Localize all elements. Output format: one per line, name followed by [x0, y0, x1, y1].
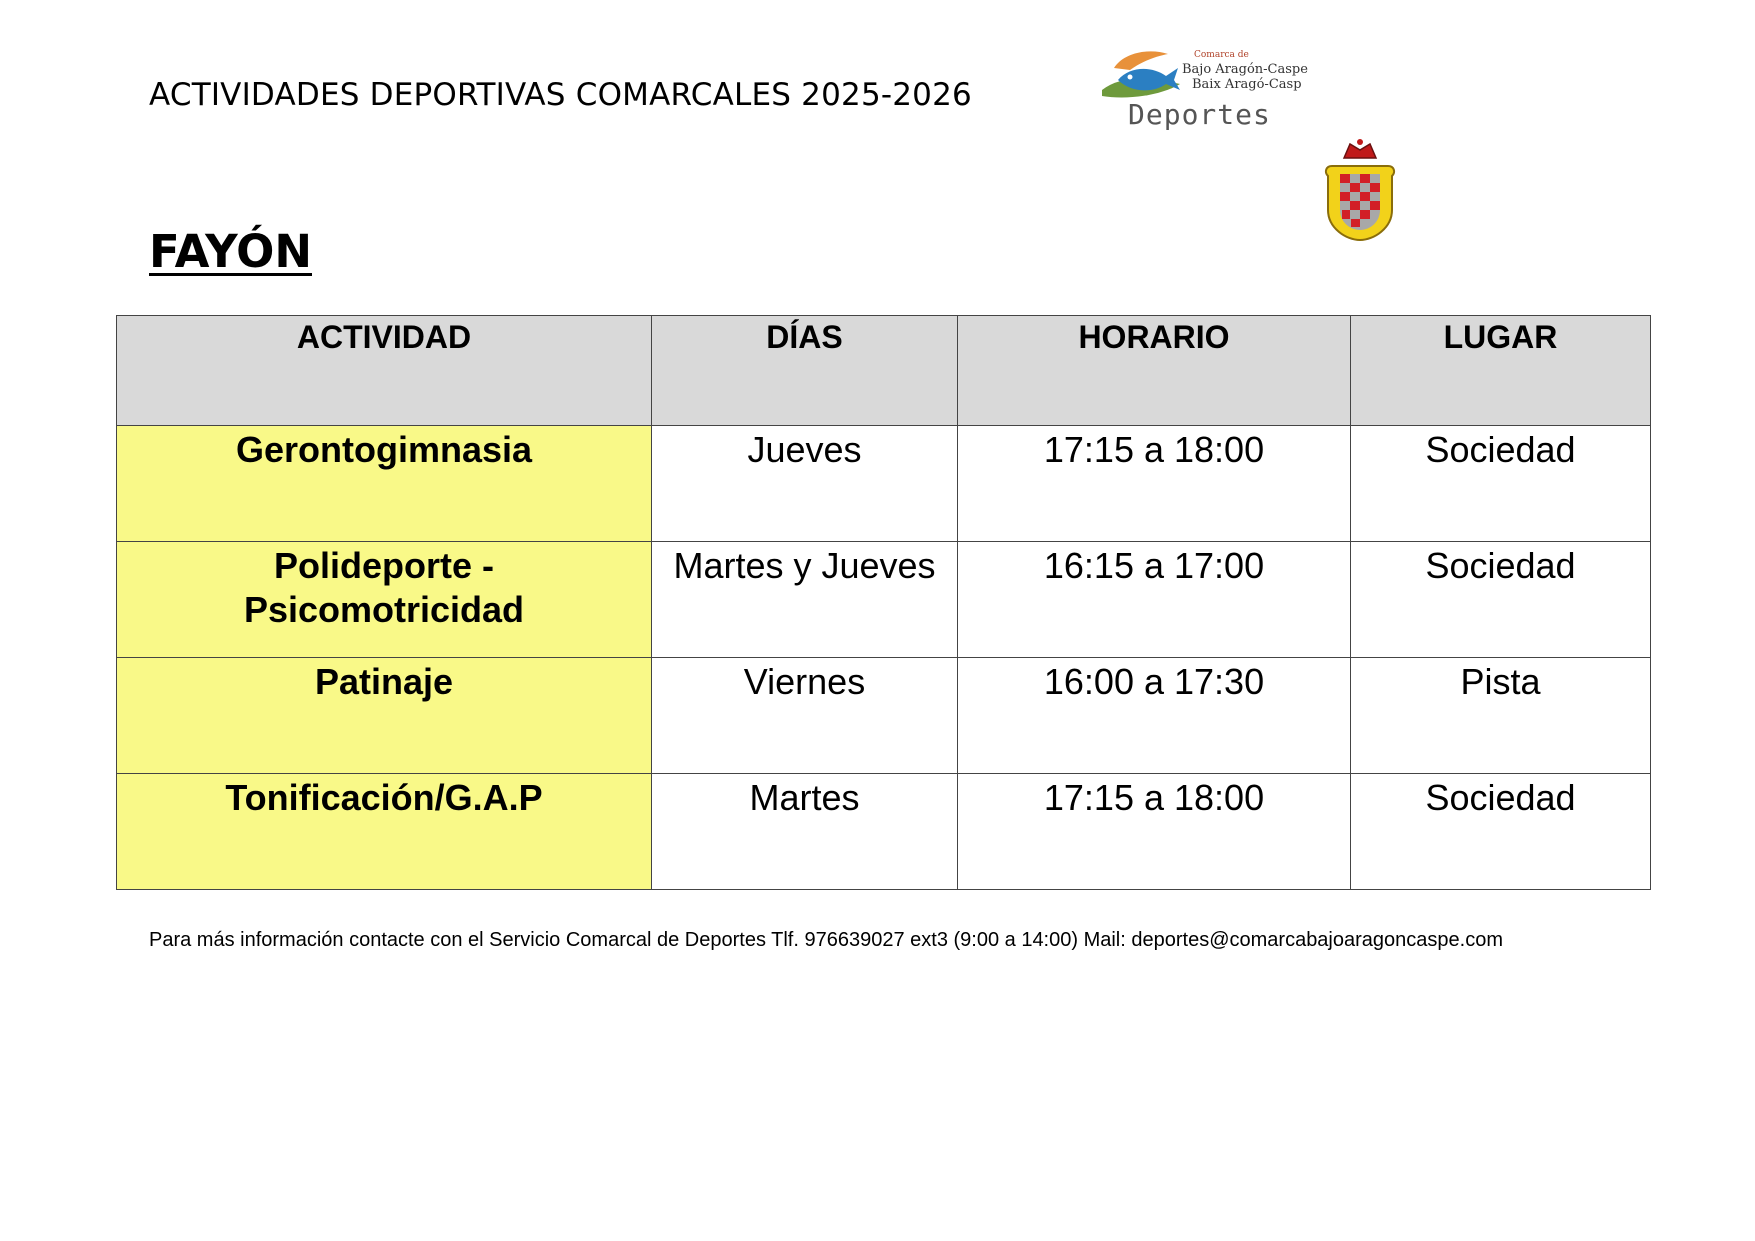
- table-row: [117, 542, 1651, 658]
- cell-lugar: Sociedad: [1351, 774, 1651, 890]
- logo-line-name-es: Bajo Aragón-Caspe: [1182, 62, 1308, 77]
- cell-actividad: Patinaje: [117, 658, 652, 774]
- header-horario: HORARIO: [958, 316, 1351, 426]
- header-actividad: ACTIVIDAD: [117, 316, 652, 426]
- logo-brand-text: Deportes: [1128, 98, 1271, 131]
- cell-dias: Viernes: [652, 658, 958, 774]
- cell-dias: Martes: [652, 774, 958, 890]
- town-title: FAYÓN: [149, 225, 312, 278]
- logo-line-name-ca: Baix Aragó-Casp: [1192, 77, 1302, 92]
- activities-table: [116, 315, 1651, 890]
- comarca-deportes-logo: [1100, 42, 1308, 140]
- fish-landscape-icon: [1100, 46, 1182, 104]
- table-header-row: [117, 316, 1651, 426]
- cell-horario: 16:15 a 17:00: [958, 542, 1351, 658]
- table-row: [117, 426, 1651, 542]
- cell-horario: 16:00 a 17:30: [958, 658, 1351, 774]
- document-title: ACTIVIDADES DEPORTIVAS COMARCALES 2025-2026: [149, 77, 972, 113]
- cell-dias: Martes y Jueves: [652, 542, 958, 658]
- cell-actividad: Gerontogimnasia: [117, 426, 652, 542]
- table-row: [117, 774, 1651, 890]
- contact-footer: Para más información contacte con el Servicio Comarcal de Deportes Tlf. 976639027 ext3 (9:00 a 14:00) Mail: deportes@comarcabajoaragoncaspe.com: [149, 929, 1503, 951]
- header-dias: DÍAS: [652, 316, 958, 426]
- coat-of-arms-icon: [1322, 136, 1398, 244]
- logo-line-comarca: Comarca de: [1194, 50, 1249, 60]
- cell-horario: 17:15 a 18:00: [958, 426, 1351, 542]
- cell-lugar: Sociedad: [1351, 426, 1651, 542]
- cell-lugar: Pista: [1351, 658, 1651, 774]
- cell-horario: 17:15 a 18:00: [958, 774, 1351, 890]
- cell-dias: Jueves: [652, 426, 958, 542]
- header-lugar: LUGAR: [1351, 316, 1651, 426]
- table-row: [117, 658, 1651, 774]
- cell-actividad: Tonificación/G.A.P: [117, 774, 652, 890]
- cell-actividad: Polideporte - Psicomotricidad: [117, 542, 652, 658]
- cell-lugar: Sociedad: [1351, 542, 1651, 658]
